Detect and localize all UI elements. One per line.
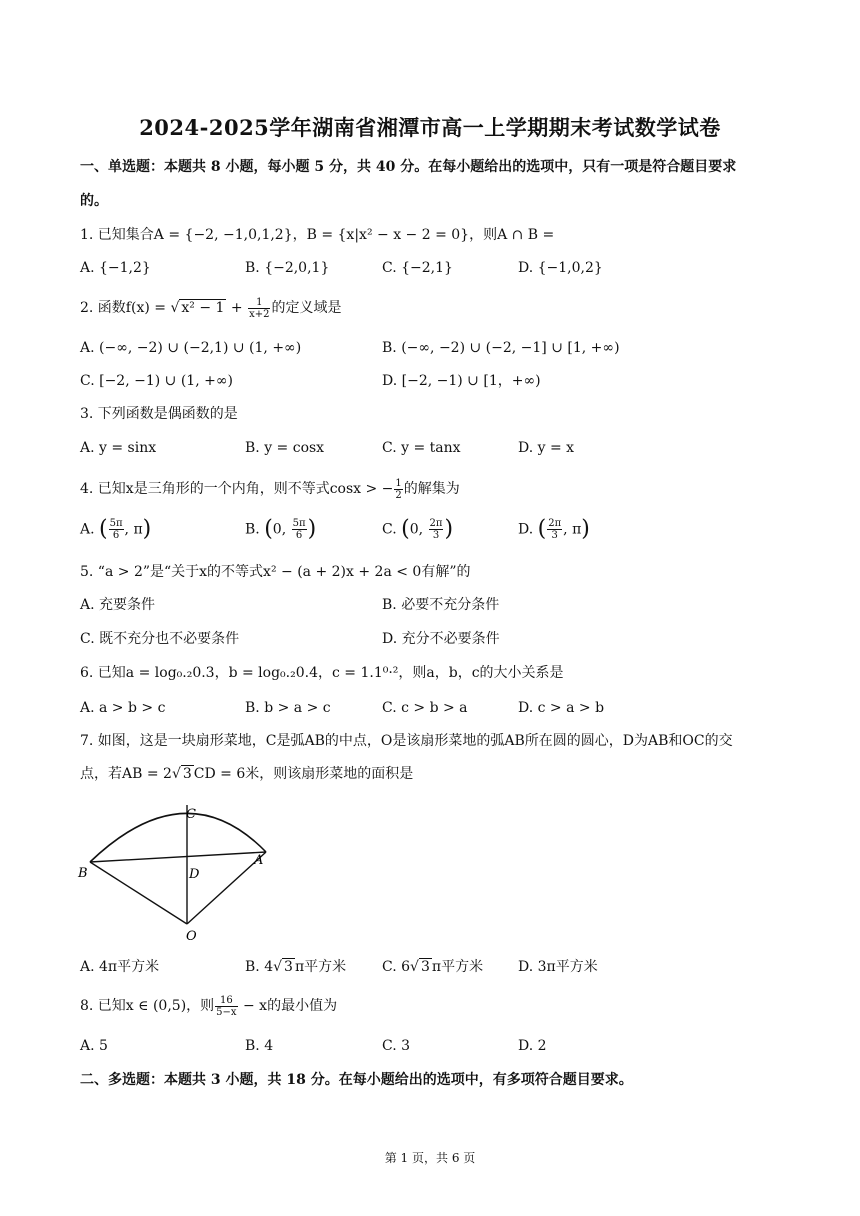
radius-ob [90, 862, 187, 924]
question-7-option-a: A. 4π平方米 [80, 959, 160, 975]
question-4-option-a: A. ( $\frac{5\pi}{6}$ , π) [80, 516, 152, 542]
section-1-heading-line2: 的。 [80, 193, 108, 209]
label-d: D [189, 867, 200, 882]
question-8-option-b: B. 4 [245, 1038, 274, 1054]
chord-ab [90, 852, 266, 862]
question-6-stem: 6. 已知a = log₀.₂0.3，b = log₀.₂0.4，c = 1.1⁰·²，则a，b，c的大小关系是 [80, 665, 564, 681]
question-2-option-d: D. [−2, −1) ∪ [1，+∞) [382, 373, 541, 389]
question-2-stem: 2. 函数f(x) = √ x² − 1 + $\frac{1}{x+2}$ 的定义域是 [80, 296, 342, 320]
question-7-stem-line1: 7. 如图，这是一块扇形菜地，C是弧AB的中点，O是该扇形菜地的弧AB所在圆的圆心，D为AB和OC的交 [80, 733, 733, 749]
question-8-option-d: D. 2 [518, 1038, 547, 1054]
question-2-option-a: A. (−∞, −2) ∪ (−2,1) ∪ (1, +∞) [80, 340, 302, 356]
question-5-option-b: B. 必要不充分条件 [382, 597, 500, 613]
question-1-option-b: B. {−2,0,1} [245, 260, 330, 276]
question-6-option-d: D. c > a > b [518, 700, 605, 716]
question-4-stem: 4. 已知x是三角形的一个内角，则不等式cosx > − $\frac{1}{2}$ 的解集为 [80, 477, 460, 501]
section-1-heading-line1: 一、单选题：本题共 8 小题，每小题 5 分，共 40 分。在每小题给出的选项中，只有一项是符合题目要求 [80, 159, 737, 175]
question-4-option-c: C. (0, $\frac{2\pi}{3}$ ) [382, 516, 454, 542]
question-3-option-c: C. y = tanx [382, 440, 461, 456]
question-6-option-a: A. a > b > c [80, 700, 166, 716]
label-b: B [78, 866, 88, 881]
arc-ab [90, 813, 266, 862]
label-a: A [254, 853, 264, 868]
question-2-option-b: B. (−∞, −2) ∪ (−2, −1] ∪ [1, +∞) [382, 340, 620, 356]
question-5-option-c: C. 既不充分也不必要条件 [80, 631, 240, 647]
question-7-option-d: D. 3π平方米 [518, 959, 598, 975]
question-4-option-b: B. (0, $\frac{5\pi}{6}$ ) [245, 516, 317, 542]
page-footer: 第 1 页，共 6 页 [384, 1151, 476, 1165]
question-5-option-a: A. 充要条件 [80, 597, 156, 613]
question-7-option-b: B. 4√ 3 π平方米 [245, 959, 347, 975]
question-7-stem-line2: 点，若AB = 2√ 3 CD = 6米，则该扇形菜地的面积是 [80, 766, 414, 782]
question-1-option-a: A. {−1,2} [80, 260, 151, 276]
sector-figure [76, 798, 276, 946]
question-8-stem: 8. 已知x ∈ (0,5)，则 $\frac{16}{5-x}$ − x的最小值为 [80, 994, 338, 1018]
question-1-stem: 1. 已知集合A = {−2, −1,0,1,2}，B = {x|x² − x − 2 = 0}，则A ∩ B = [80, 227, 555, 243]
question-5-option-d: D. 充分不必要条件 [382, 631, 500, 647]
question-8-option-c: C. 3 [382, 1038, 411, 1054]
question-7-option-c: C. 6√ 3 π平方米 [382, 959, 484, 975]
question-3-option-a: A. y = sinx [80, 440, 157, 456]
question-8-option-a: A. 5 [80, 1038, 108, 1054]
question-1-option-d: D. {−1,0,2} [518, 260, 603, 276]
question-3-option-d: D. y = x [518, 440, 575, 456]
question-4-option-d: D. ( $\frac{2\pi}{3}$ , π) [518, 516, 590, 542]
question-6-option-c: C. c > b > a [382, 700, 468, 716]
question-1-option-c: C. {−2,1} [382, 260, 453, 276]
question-6-option-b: B. b > a > c [245, 700, 331, 716]
label-o: O [186, 929, 197, 944]
section-2-heading: 二、多选题：本题共 3 小题，共 18 分。在每小题给出的选项中，有多项符合题目要求。 [80, 1072, 633, 1088]
question-2-option-c: C. [−2, −1) ∪ (1, +∞) [80, 373, 233, 389]
page-title: 2024-2025学年湖南省湘潭市高一上学期期末考试数学试卷 [139, 115, 721, 140]
question-3-option-b: B. y = cosx [245, 440, 325, 456]
question-5-stem: 5. “a > 2”是“关于x的不等式x² − (a + 2)x + 2a < 0有解”的 [80, 564, 471, 580]
label-c: C [186, 807, 196, 822]
question-3-stem: 3. 下列函数是偶函数的是 [80, 406, 238, 422]
